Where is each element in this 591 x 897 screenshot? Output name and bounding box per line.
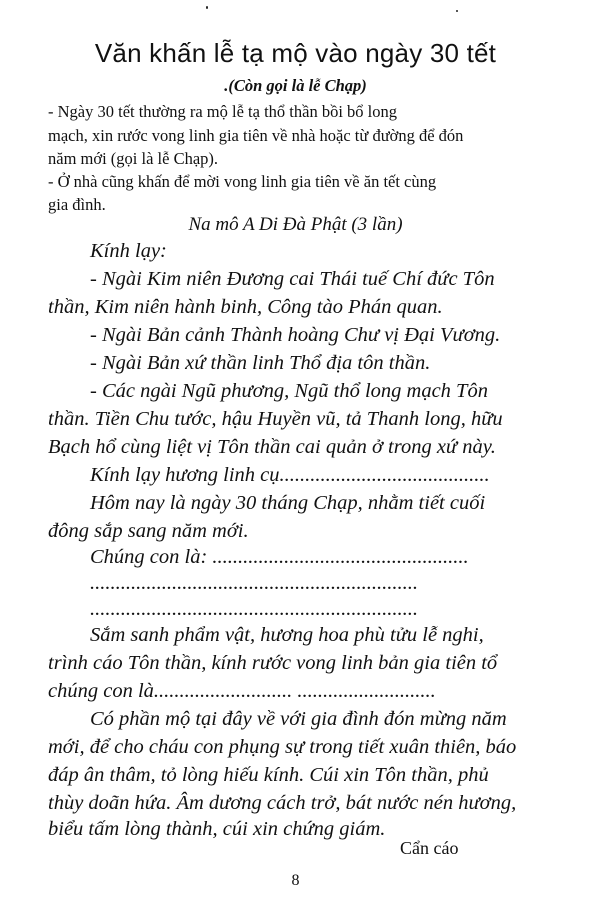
scan-speck — [206, 6, 208, 9]
prayer-line: - Ngài Bản cảnh Thành hoàng Chư vị Đại Vương. — [90, 324, 501, 346]
prayer-line: biểu tấm lòng thành, cúi xin chứng giám. — [48, 818, 386, 840]
prayer-line: Chúng con là: .................................................. — [90, 546, 469, 568]
prayer-line: Sắm sanh phẩm vật, hương hoa phù tửu lễ nghi, — [90, 624, 484, 646]
prayer-line: Hôm nay là ngày 30 tháng Chạp, nhằm tiết cuối — [90, 492, 486, 514]
page-number: 8 — [291, 872, 300, 889]
prayer-line: thần, Kim niên hành binh, Công tào Phán quan. — [48, 296, 443, 318]
prayer-line: Có phần mộ tại đây về với gia đình đón mừng năm — [90, 708, 507, 730]
sign-off: Cẩn cáo — [400, 838, 459, 858]
prayer-line: Kính lạy: — [90, 240, 167, 262]
prayer-line: - Ngài Bản xứ thần linh Thổ địa tôn thần. — [90, 352, 431, 374]
prayer-line: Kính lạy hương linh cụ......................................... — [90, 464, 490, 486]
prayer-line: đông sắp sang năm mới. — [48, 520, 249, 542]
intro-line: gia đình. — [48, 195, 106, 214]
prayer-line: - Ngài Kim niên Đương cai Thái tuế Chí đức Tôn — [90, 268, 495, 290]
prayer-line: trình cáo Tôn thần, kính rước vong linh bản gia tiên tổ — [48, 652, 498, 674]
prayer-line: ................................................................ — [90, 598, 418, 620]
prayer-line: đáp ân thâm, tỏ lòng hiếu kính. Cúi xin Tôn thần, phủ — [48, 764, 489, 786]
page-title: Văn khấn lễ tạ mộ vào ngày 30 tết — [94, 38, 497, 68]
prayer-line: mới, để cho cháu con phụng sự trong tiết xuân thiên, báo — [48, 736, 517, 758]
prayer-line: thùy doãn hứa. Âm dương cách trở, bát nước nén hương, — [48, 792, 517, 814]
page-subtitle: .(Còn gọi là lễ Chạp) — [224, 76, 367, 95]
invocation-heading: Na mô A Di Đà Phật (3 lần) — [188, 214, 403, 235]
prayer-line: ................................................................ — [90, 572, 418, 594]
prayer-line: Bạch hổ cùng liệt vị Tôn thần cai quản ở trong xứ này. — [48, 436, 496, 458]
prayer-line: thần. Tiền Chu tước, hậu Huyền vũ, tả Thanh long, hữu — [48, 408, 503, 430]
intro-line: năm mới (gọi là lễ Chạp). — [48, 149, 219, 168]
prayer-line: - Các ngài Ngũ phương, Ngũ thổ long mạch Tôn — [90, 380, 488, 402]
prayer-line: chúng con là........................... ........................... — [48, 680, 436, 702]
intro-line: - Ở nhà cũng khấn để mời vong linh gia tiên về ăn tết cùng — [48, 172, 437, 191]
intro-line: mạch, xin rước vong linh gia tiên về nhà hoặc từ đường để đón — [48, 126, 464, 145]
intro-line: - Ngày 30 tết thường ra mộ lễ tạ thổ thần bồi bổ long — [48, 102, 397, 121]
scan-speck — [456, 10, 458, 12]
